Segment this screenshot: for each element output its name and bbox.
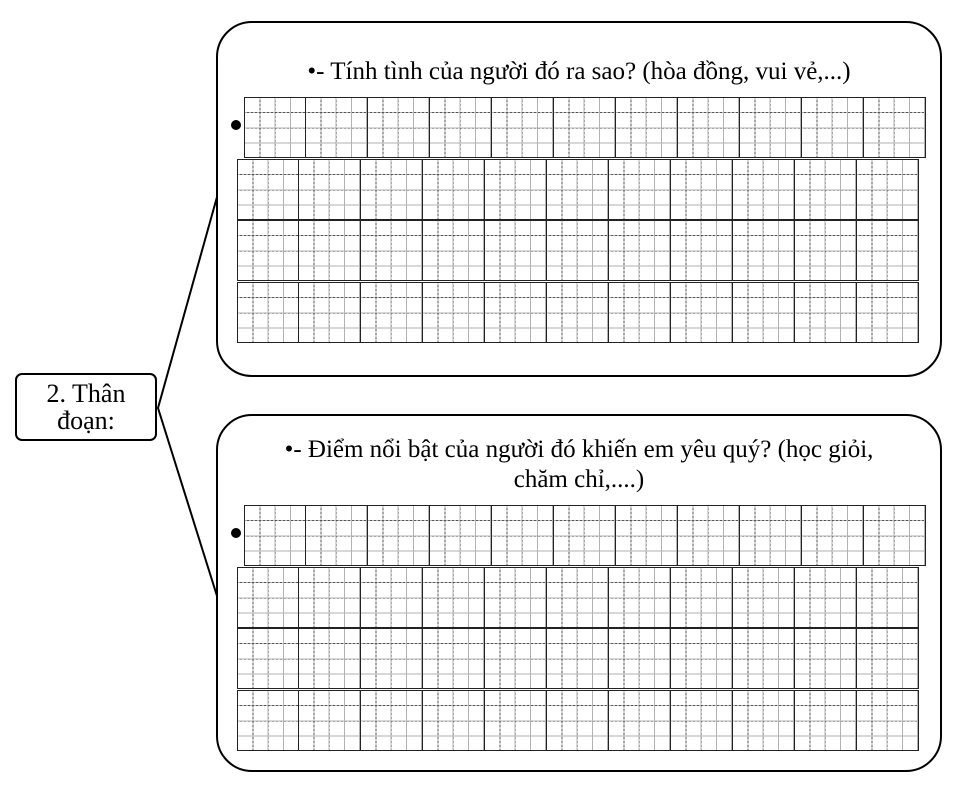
grid-cell[interactable]: [299, 628, 361, 689]
writing-grid-row[interactable]: [244, 97, 926, 158]
row-bullet-icon: [231, 120, 241, 130]
grid-cell[interactable]: [609, 159, 671, 220]
writing-grid-row[interactable]: [237, 567, 919, 628]
grid-cell[interactable]: [733, 220, 795, 281]
grid-cell[interactable]: [485, 282, 547, 343]
grid-cell[interactable]: [740, 505, 802, 566]
grid-cell[interactable]: [678, 505, 740, 566]
grid-cell[interactable]: [361, 628, 423, 689]
grid-cell[interactable]: [733, 567, 795, 628]
grid-cell[interactable]: [485, 220, 547, 281]
grid-cell[interactable]: [857, 628, 919, 689]
writing-grid-row[interactable]: [237, 282, 919, 343]
grid-cell[interactable]: [361, 567, 423, 628]
prompt-text: •- Tính tình của người đó ra sao? (hòa đồng, vui vẻ,...): [307, 58, 851, 85]
grid-cell[interactable]: [857, 567, 919, 628]
grid-cell[interactable]: [361, 220, 423, 281]
row-bullet-icon: [231, 528, 241, 538]
grid-cell[interactable]: [485, 567, 547, 628]
grid-cell[interactable]: [430, 97, 492, 158]
grid-cell[interactable]: [361, 282, 423, 343]
writing-grid-row[interactable]: [237, 690, 919, 751]
grid-cell[interactable]: [733, 690, 795, 751]
grid-cell[interactable]: [857, 690, 919, 751]
grid-cell[interactable]: [368, 97, 430, 158]
section-label-line1: 2. Thân: [46, 379, 126, 408]
grid-cell[interactable]: [795, 220, 857, 281]
grid-cell[interactable]: [485, 159, 547, 220]
grid-cell[interactable]: [423, 690, 485, 751]
section-label-line2: đoạn:: [57, 406, 115, 435]
grid-cell[interactable]: [299, 159, 361, 220]
grid-cell[interactable]: [733, 282, 795, 343]
grid-cell[interactable]: [671, 567, 733, 628]
grid-cell[interactable]: [237, 690, 299, 751]
grid-cell[interactable]: [671, 628, 733, 689]
grid-cell[interactable]: [609, 567, 671, 628]
grid-cell[interactable]: [802, 505, 864, 566]
grid-cell[interactable]: [547, 690, 609, 751]
prompt-text-line1: •- Điểm nổi bật của người đó khiến em yêu quý? (học giỏi,: [284, 436, 874, 463]
grid-cell[interactable]: [795, 282, 857, 343]
grid-cell[interactable]: [795, 159, 857, 220]
grid-cell[interactable]: [678, 97, 740, 158]
grid-cell[interactable]: [485, 690, 547, 751]
grid-cell[interactable]: [857, 282, 919, 343]
grid-cell[interactable]: [609, 690, 671, 751]
section-label-box: [15, 373, 157, 441]
grid-cell[interactable]: [857, 159, 919, 220]
grid-cell[interactable]: [237, 159, 299, 220]
writing-grid-row[interactable]: [237, 220, 919, 281]
grid-cell[interactable]: [795, 567, 857, 628]
grid-cell[interactable]: [609, 220, 671, 281]
grid-cell[interactable]: [547, 567, 609, 628]
grid-cell[interactable]: [485, 628, 547, 689]
writing-grid-row[interactable]: [237, 628, 919, 689]
grid-cell[interactable]: [423, 220, 485, 281]
grid-cell[interactable]: [430, 505, 492, 566]
grid-cell[interactable]: [423, 159, 485, 220]
grid-cell[interactable]: [361, 159, 423, 220]
grid-cell[interactable]: [671, 220, 733, 281]
grid-cell[interactable]: [616, 505, 678, 566]
writing-grid-row[interactable]: [244, 505, 926, 566]
grid-cell[interactable]: [299, 690, 361, 751]
grid-cell[interactable]: [857, 220, 919, 281]
grid-cell[interactable]: [237, 282, 299, 343]
grid-cell[interactable]: [237, 220, 299, 281]
grid-cell[interactable]: [423, 282, 485, 343]
grid-cell[interactable]: [492, 97, 554, 158]
grid-cell[interactable]: [237, 567, 299, 628]
grid-cell[interactable]: [554, 97, 616, 158]
grid-cell[interactable]: [609, 628, 671, 689]
grid-cell[interactable]: [671, 690, 733, 751]
grid-cell[interactable]: [864, 505, 926, 566]
grid-cell[interactable]: [609, 282, 671, 343]
writing-grid-row[interactable]: [237, 159, 919, 220]
grid-cell[interactable]: [299, 220, 361, 281]
grid-cell[interactable]: [423, 628, 485, 689]
grid-cell[interactable]: [423, 567, 485, 628]
grid-cell[interactable]: [299, 282, 361, 343]
grid-cell[interactable]: [237, 628, 299, 689]
grid-cell[interactable]: [802, 97, 864, 158]
grid-cell[interactable]: [671, 159, 733, 220]
prompt-text-line2: chăm chỉ,....): [513, 466, 645, 493]
grid-cell[interactable]: [554, 505, 616, 566]
panel-title: [218, 435, 940, 495]
grid-cell[interactable]: [368, 505, 430, 566]
grid-cell[interactable]: [547, 628, 609, 689]
grid-cell[interactable]: [547, 159, 609, 220]
grid-cell[interactable]: [795, 690, 857, 751]
grid-cell[interactable]: [733, 628, 795, 689]
grid-cell[interactable]: [547, 220, 609, 281]
grid-cell[interactable]: [733, 159, 795, 220]
panel-title: [218, 57, 940, 87]
grid-cell[interactable]: [244, 97, 306, 158]
grid-cell[interactable]: [492, 505, 554, 566]
grid-cell[interactable]: [361, 690, 423, 751]
grid-cell[interactable]: [616, 97, 678, 158]
grid-cell[interactable]: [299, 567, 361, 628]
grid-cell[interactable]: [306, 97, 368, 158]
grid-cell[interactable]: [671, 282, 733, 343]
grid-cell[interactable]: [795, 628, 857, 689]
grid-cell[interactable]: [306, 505, 368, 566]
grid-cell[interactable]: [864, 97, 926, 158]
grid-cell[interactable]: [547, 282, 609, 343]
grid-cell[interactable]: [740, 97, 802, 158]
grid-cell[interactable]: [244, 505, 306, 566]
